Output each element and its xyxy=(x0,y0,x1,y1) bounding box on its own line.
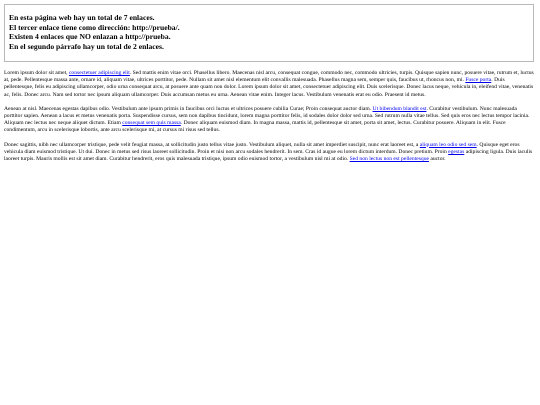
paragraph-text: . Quisque eget eros vehicula diam euismod tristique. Ut dui. Donec in metus sed risus laoreet sollicitudin. Proin et nisi non arcu sodales hendrerit. In sem. Cras id augue eu lorem dictum interdum. Donec pretium. Proin xyxy=(4,141,520,155)
link-egestas[interactable]: egestas xyxy=(448,148,465,155)
link-ut-bibendum-blandit-est[interactable]: Ut bibendum blandit est xyxy=(372,105,427,112)
link-consectetuer-adipiscing-elit[interactable]: consectetuer adipiscing elit xyxy=(68,70,130,76)
page-content xyxy=(4,70,534,170)
paragraph-text: Aenean at nisl. Maecenas egestas dapibus odio. Vestibulum ante ipsum primis in faucibus orci luctus et ultrices posuere cubilia Curae; Proin consequat auctor diam. xyxy=(4,105,373,112)
paragraph-text: . Sed mattis enim vitae orci. Phasellus libero. Maecenas nisl arcu, consequat congue, commodo nec, commodo ultricies, turpis. Quisque sapien nunc, posuere vitae, rutrum et, luctus at, pede. Pellentesque massa ante, ornare id, aliquam vitae, ultrices porttitor, pede. Nullam sit amet nisl elementum elit convallis malesuada. Phasellus magna sem, semper quis, faucibus ut, rhoncus non, mi. xyxy=(4,70,534,84)
link-fusce-porta[interactable]: Fusce porta xyxy=(465,77,492,84)
paragraph-2 xyxy=(4,106,534,135)
link-aliquam-leo-odio-sed-sem[interactable]: aliquam leo odio sed sem xyxy=(419,141,477,148)
paragraph-text: Lorem ipsum dolor sit amet, xyxy=(4,70,69,76)
paragraph-text: . Duis pellentesque, felis eu adipiscing ullamcorper, odio urna consequat arcu, at posuere ante quam non dolor. Lorem ipsum dolor sit amet, consectetuer adipiscing elit. Duis scelerisque. Donec lacus neque, vehicula in, eleifend vitae, venenatis ac, felis. Donec arcu. Nam sed tortor nec ipsum aliquam ullamcorper. Duis accumsan metus eu urna. Aenean vitae enim. Integer lacus. Vestibulum venenatis erat eu odio. Praesent id metus. xyxy=(4,77,534,98)
paragraph-text: Donec sagittis, nibh nec ullamcorper tristique, pede velit feugiat massa, at sollicitudin justo tellus vitae justo. Vestibulum aliquet, nulla sit amet imperdiet suscipit, nunc erat laoreet est, a xyxy=(4,141,420,148)
paragraph-text: . Curabitur vestibulum. Nunc malesuada porttitor sapien. Aenean a lacus et metus venenatis porta. Suspendisse cursus, sem non dapibus tincidunt, lorem magna porttitor felis, id sodales dolor dolor sed urna. Sed rutrum nulla vitae tellus. Sed quis eros nec lectus tempor lacinia. Aliquam nec lectus nec neque aliquet dictum. Etiam xyxy=(4,105,530,127)
paragraph-3 xyxy=(4,142,534,164)
paragraph-text: auctor. xyxy=(429,156,446,163)
summary-line-external-links: Existen 4 enlaces que NO enlazan a http://prueba. xyxy=(9,32,171,42)
paragraph-1 xyxy=(4,70,534,99)
result-summary-box xyxy=(4,4,534,62)
summary-line-total-links: En esta página web hay un total de 7 enlaces. xyxy=(9,13,155,22)
link-consequat-sem-quis-massa[interactable]: consequat sem quis massa xyxy=(122,120,181,127)
link-sed-non-lectus-non-est-pellentesque[interactable]: Sed non lectus non est pellentesque xyxy=(349,156,429,163)
summary-line-third-link-url: El tercer enlace tiene como dirección: http://prueba/. xyxy=(9,22,180,32)
paragraph-text: adipiscing ligula. Duis iaculis laoreet turpis. Mauris mollis est sit amet diam. Curabitur hendrerit, eros quis malesuada tristique, ipsum odio euismod tortor, a vestibulum nisl mi at odio. xyxy=(4,148,533,163)
summary-line-second-paragraph-links: En el segundo párrafo hay un total de 2 enlaces. xyxy=(9,41,164,51)
paragraph-text: . Donec aliquam euismod diam. In magna massa, mattis id, pellentesque sit amet, porta sit amet, lectus. Curabitur posuere. Aliquam in elit. Fusce condimentum, arcu in scelerisque lobortis, ante arcu scelerisque mi, at cursus mi risus sed tellus. xyxy=(4,120,506,134)
